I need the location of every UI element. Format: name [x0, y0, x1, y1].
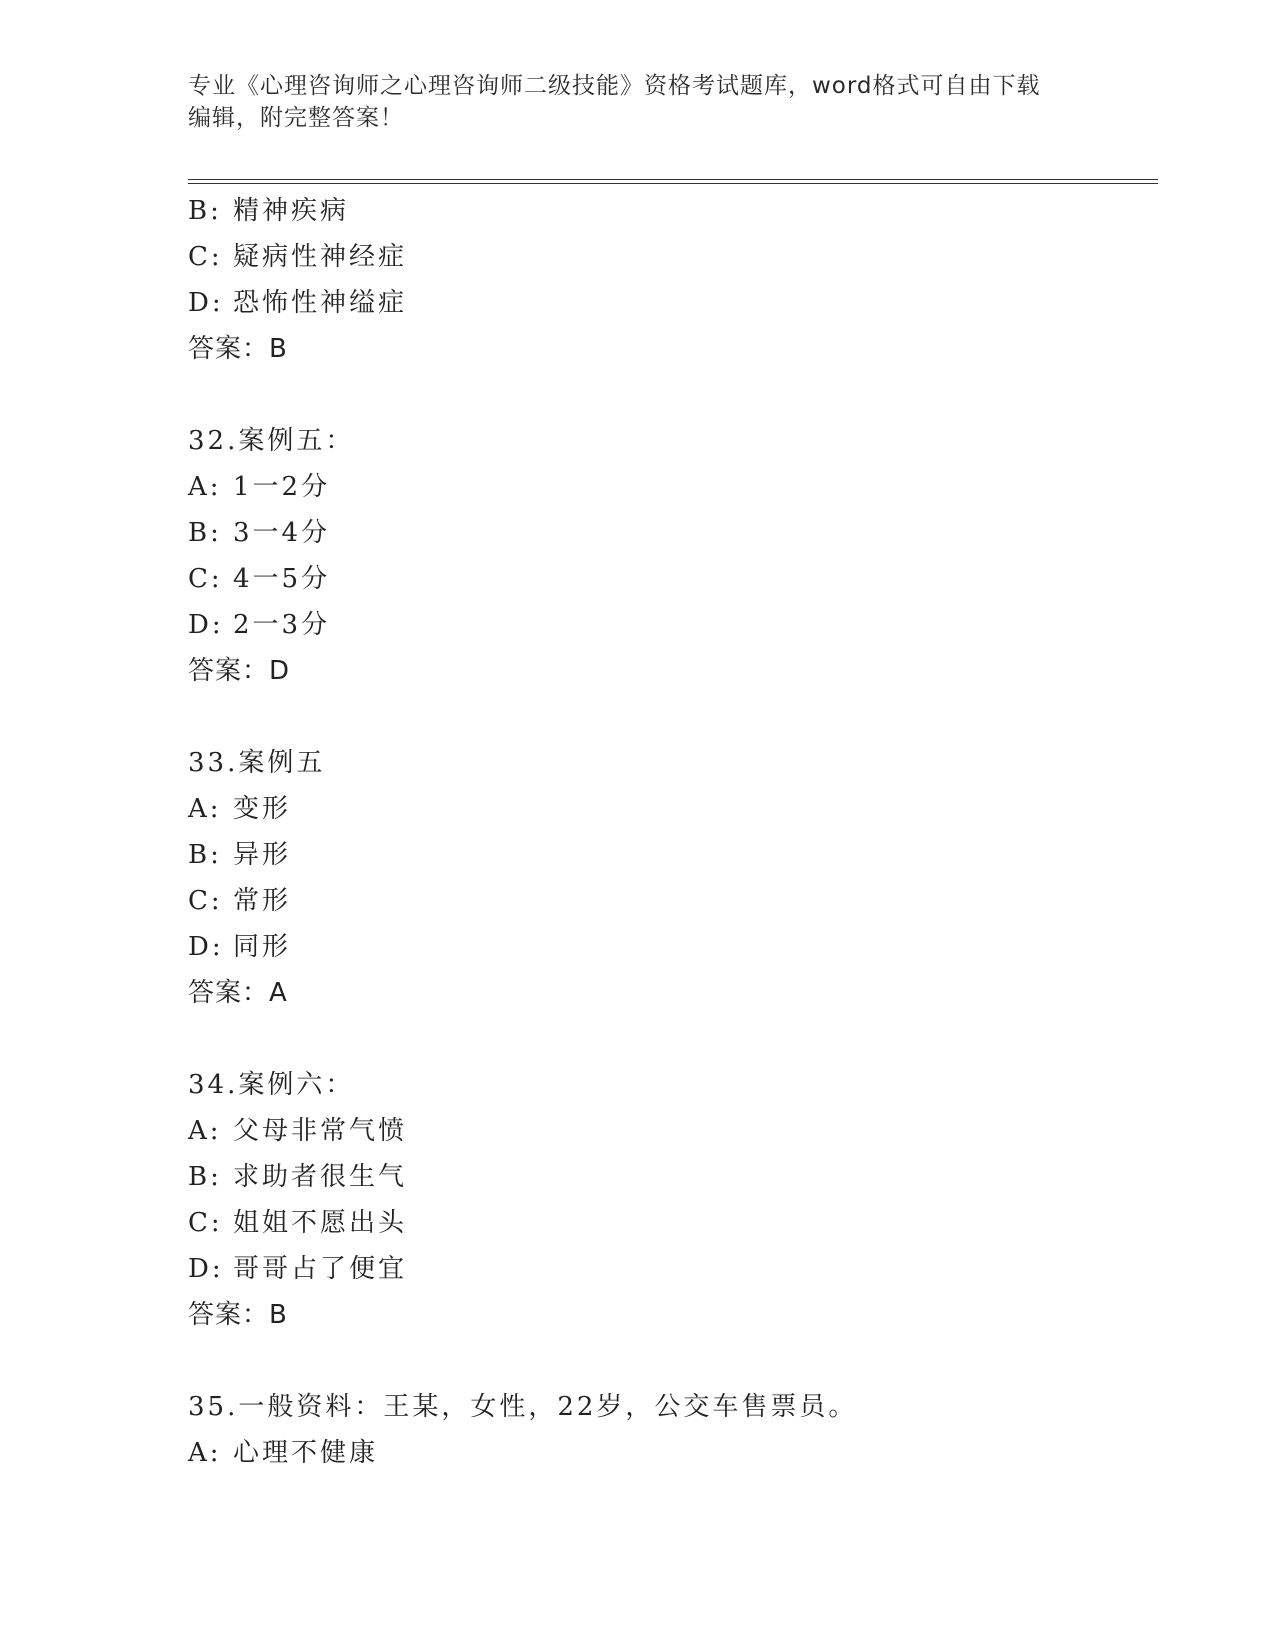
option-a: A: 父母非常气愤	[188, 1116, 408, 1146]
answer: 答案：B	[188, 1300, 288, 1330]
option-c: C: 4一5分	[188, 564, 331, 594]
question-31-continued	[188, 188, 1158, 372]
option-c: C: 疑病性神经症	[188, 242, 408, 272]
option-a: A: 1一2分	[188, 472, 331, 502]
option-b: B: 求助者很生气	[188, 1162, 408, 1192]
answer: 答案：D	[188, 656, 291, 686]
question-stem: 32.案例五：	[188, 426, 355, 456]
question-stem: 34.案例六：	[188, 1070, 355, 1100]
answer: 答案：A	[188, 978, 288, 1008]
header-line-1: 专业《心理咨询师之心理咨询师二级技能》资格考试题库，word格式可自由下载	[188, 73, 1041, 99]
question-stem: 35.一般资料：王某，女性，22岁，公交车售票员。	[188, 1392, 858, 1422]
option-a: A: 心理不健康	[188, 1438, 379, 1468]
option-c: C: 姐姐不愿出头	[188, 1208, 408, 1238]
option-d: D: 2一3分	[188, 610, 331, 640]
option-b: B: 精神疾病	[188, 196, 350, 226]
header-line-2: 编辑，附完整答案！	[188, 105, 404, 131]
option-a: A: 变形	[188, 794, 292, 824]
option-b: B: 异形	[188, 840, 292, 870]
option-d: D: 哥哥占了便宜	[188, 1254, 408, 1284]
question-stem: 33.案例五	[188, 748, 326, 778]
answer: 答案：B	[188, 334, 288, 364]
question-35	[188, 1384, 1158, 1476]
question-32	[188, 418, 1158, 694]
option-c: C: 常形	[188, 886, 292, 916]
header-divider-bottom	[188, 183, 1158, 184]
question-33	[188, 740, 1158, 1016]
document-header	[188, 70, 1088, 134]
header-divider-top	[188, 179, 1158, 180]
option-b: B: 3一4分	[188, 518, 331, 548]
question-list	[188, 188, 1158, 1476]
question-34	[188, 1062, 1158, 1338]
option-d: D: 恐怖性神缢症	[188, 288, 408, 318]
option-d: D: 同形	[188, 932, 292, 962]
